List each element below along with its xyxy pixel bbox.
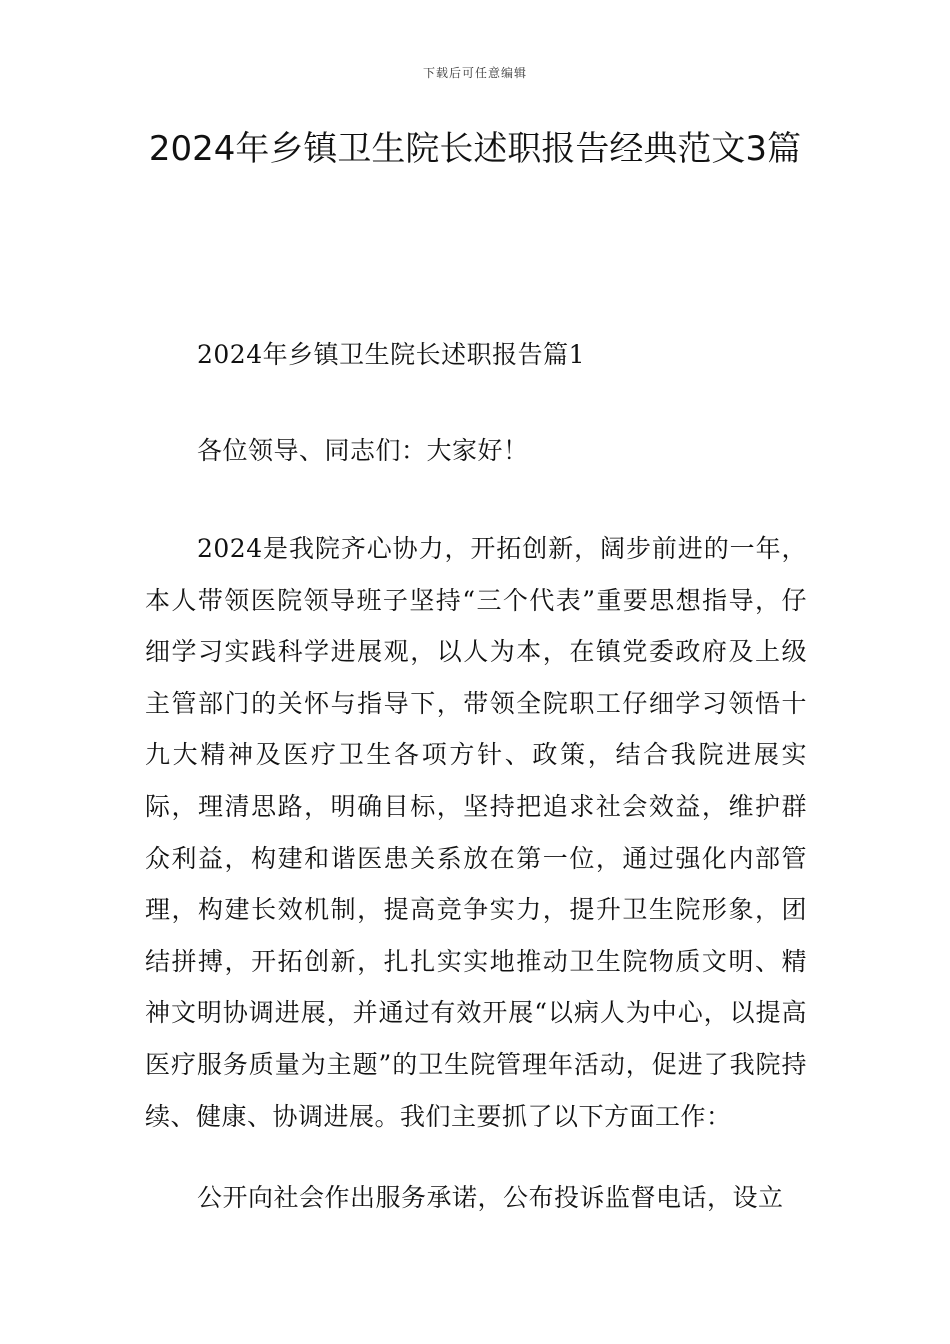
download-note: 下载后可任意编辑 <box>422 66 527 80</box>
greeting-line: 各位领导、同志们：大家好！ <box>197 436 529 465</box>
document-title: 2024年乡镇卫生院长述职报告经典范文3篇 <box>148 129 802 169</box>
body-paragraph: 2024是我院齐心协力，开拓创新，阔步前进的一年，本人带领医院领导班子坚持“三个代表”重要思想指导，仔细学习实践科学进展观，以人为本，在镇党委政府及上级主管部门的关怀与指导下，带领全院职工仔细学习领悟十九大精神及医疗卫生各项方针、政策，结合我院进展实际，理清思路，明确目标，坚持把追求社会效益，维护群众利益，构建和谐医患关系放在第一位，通过强化内部管理，构建长效机制，提高竞争实力，提升卫生院形象，团结拼搏，开拓创新，扎扎实实地推动卫生院物质文明、精神文明协调进展，并通过有效开展“以病人为中心，以提高医疗服务质量为主题”的卫生院管理年活动，促进了我院持续、健康、协调进展。我们主要抓了以下方面工作： <box>145 534 807 1131</box>
body-paragraph: 公开向社会作出服务承诺，公布投诉监督电话，设立 <box>197 1183 784 1212</box>
section-heading: 2024年乡镇卫生院长述职报告篇1 <box>197 340 586 369</box>
